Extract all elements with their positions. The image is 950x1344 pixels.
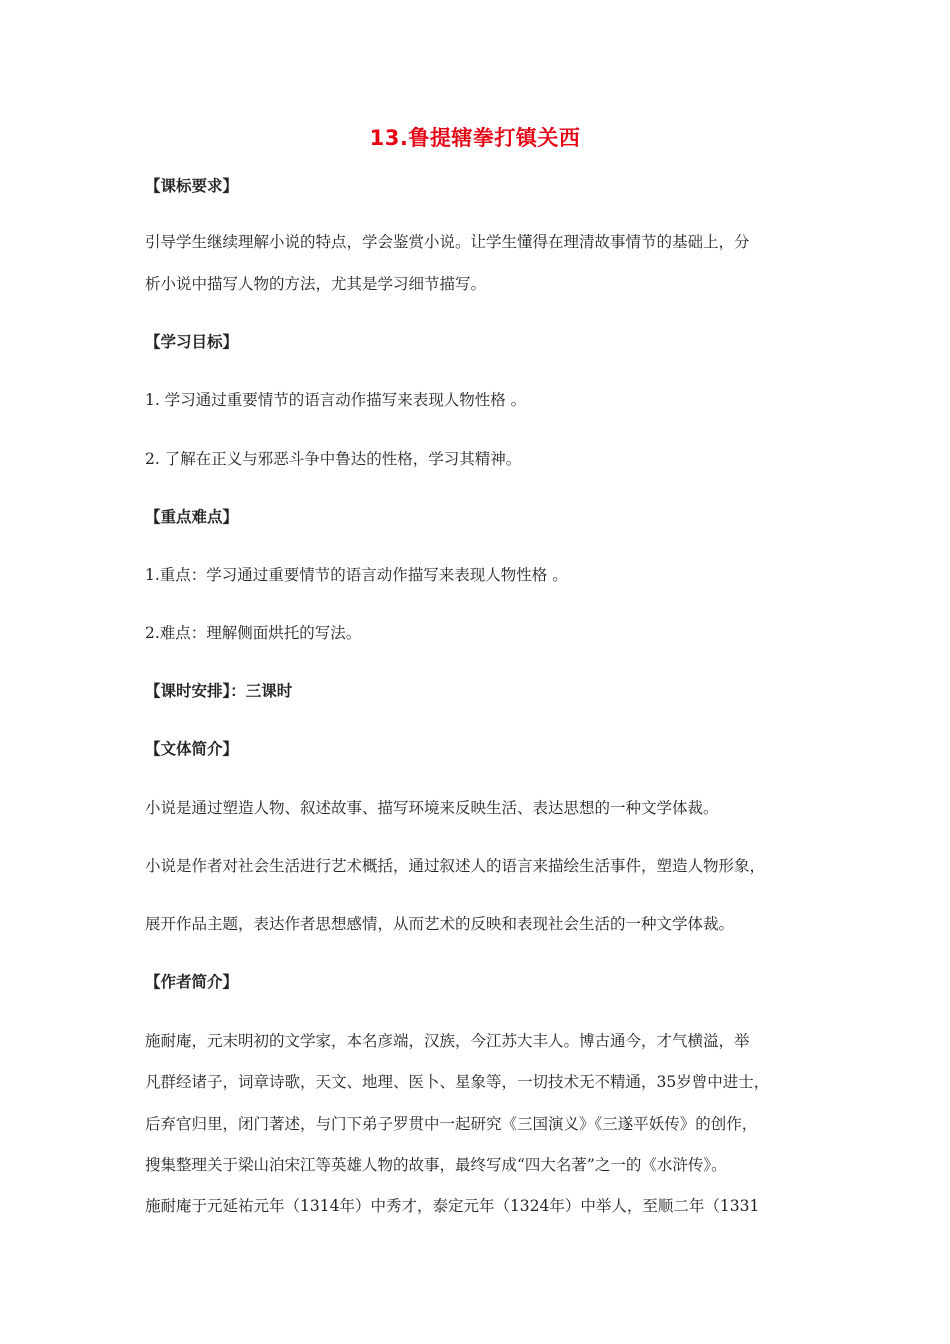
author-line-5: 施耐庵于元延祐元年（1314年）中秀才，泰定元年（1324年）中举人，至顺二年（1331	[145, 1197, 760, 1215]
author-line-4: 搜集整理关于梁山泊宋江等英雄人物的故事，最终写成“四大名著”之一的《水浒传》。	[145, 1156, 727, 1174]
curriculum-line-1: 引导学生继续理解小说的特点，学会鉴赏小说。让学生懂得在理清故事情节的基础上，分	[145, 233, 750, 251]
curriculum-line-2: 析小说中描写人物的方法，尤其是学习细节描写。	[145, 275, 487, 293]
heading-objectives: 【学习目标】	[145, 333, 239, 351]
genre-line-3: 展开作品主题，表达作者思想感情，从而艺术的反映和表现社会生活的一种文学体裁。	[145, 915, 735, 933]
genre-line-2: 小说是作者对社会生活进行艺术概括，通过叙述人的语言来描绘生活事件，塑造人物形象，	[145, 857, 766, 875]
genre-line-1: 小说是通过塑造人物、叙述故事、描写环境来反映生活、表达思想的一种文学体裁。	[145, 799, 719, 817]
author-line-1: 施耐庵，元末明初的文学家，本名彦端，汉族，今江苏大丰人。博古通今，才气横溢，举	[145, 1032, 750, 1050]
heading-curriculum: 【课标要求】	[145, 177, 239, 195]
heading-author: 【作者简介】	[145, 973, 239, 991]
heading-genre: 【文体简介】	[145, 740, 239, 758]
author-line-3: 后弃官归里，闭门著述，与门下弟子罗贯中一起研究《三国演义》《三遂平妖传》的创作，	[145, 1115, 758, 1133]
heading-key-points: 【重点难点】	[145, 508, 239, 526]
objective-1: 1. 学习通过重要情节的语言动作描写来表现人物性格 。	[145, 391, 527, 409]
objective-2: 2. 了解在正义与邪恶斗争中鲁达的性格，学习其精神。	[145, 450, 522, 468]
author-line-2: 凡群经诸子，词章诗歌，天文、地理、医卜、星象等，一切技术无不精通，35岁曾中进士，	[145, 1073, 770, 1091]
heading-schedule: 【课时安排】：三课时	[145, 682, 293, 700]
document-title: 13.鲁提辖拳打镇关西	[369, 126, 581, 150]
key-point-2: 2.难点：理解侧面烘托的写法。	[145, 624, 362, 642]
key-point-1: 1.重点：学习通过重要情节的语言动作描写来表现人物性格 。	[145, 566, 568, 584]
